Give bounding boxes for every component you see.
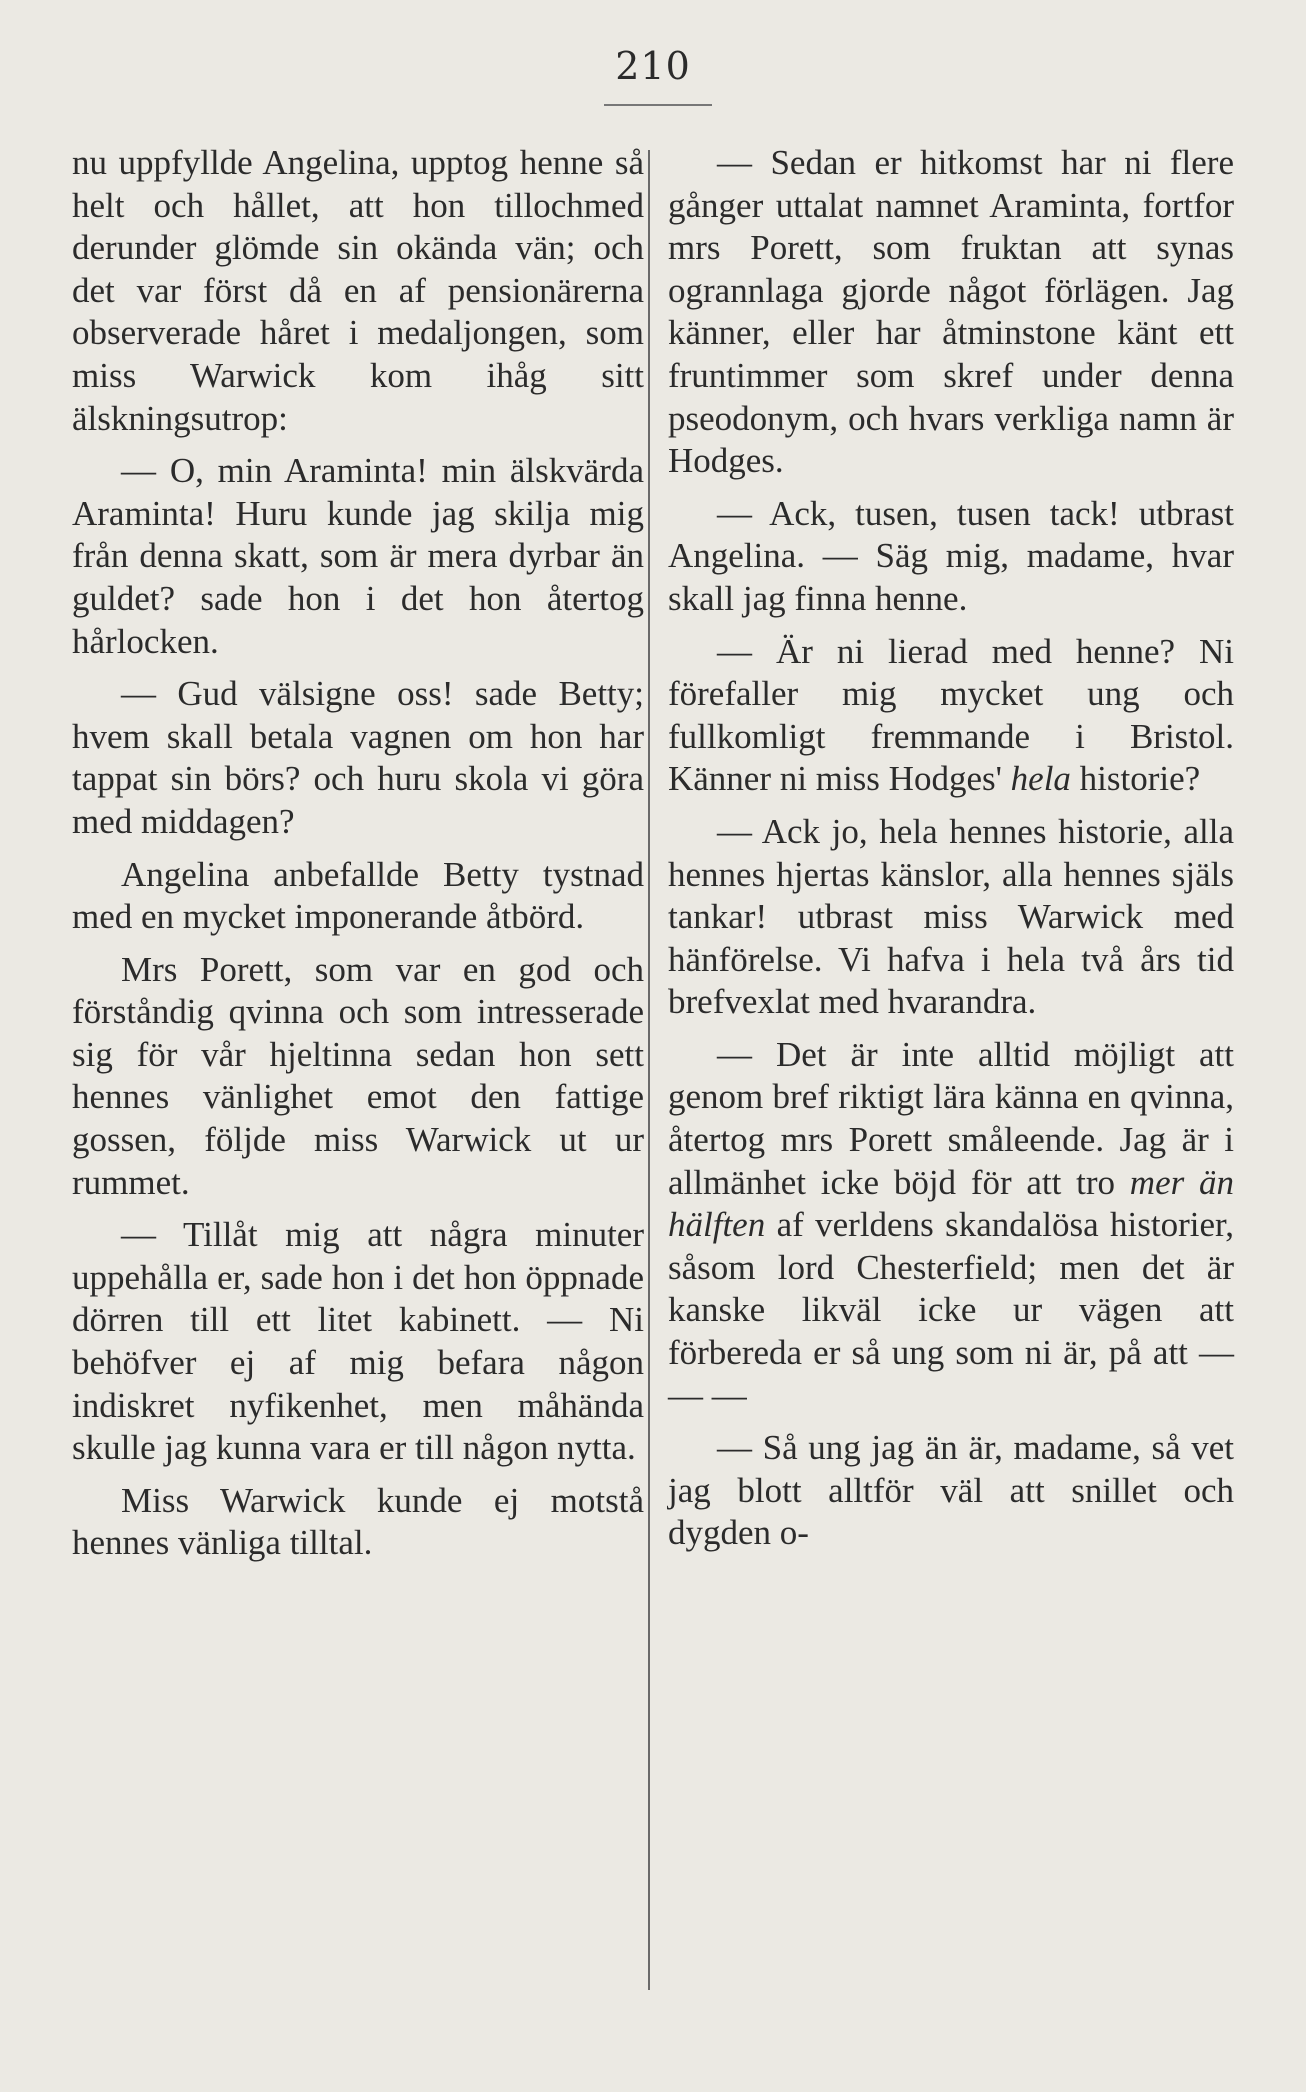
- page-number: 210: [615, 44, 691, 88]
- right-paragraph-3: [668, 631, 1234, 801]
- left-paragraph-3: — Gud välsigne oss! sade Betty; hvem skall betala vagnen om hon har tappat sin börs? och huru skola vi göra med middagen?: [72, 674, 644, 841]
- right-paragraph-5-text-a: — Det är inte alltid möjligt att genom bref riktigt lära känna en qvinna, återtog mrs Porett småleende. Jag är i allmänhet icke böjd för att tro: [668, 1034, 1234, 1202]
- right-paragraph-2: — Ack, tusen, tusen tack! utbrast Angelina. — Säg mig, madame, hvar skall jag finna henne.: [668, 493, 1234, 618]
- right-column: [668, 142, 1234, 1565]
- header-rule: [604, 104, 712, 106]
- right-paragraph-3-text-a: — Är ni lierad med henne? Ni förefaller mig mycket ung och fullkomligt fremmande i Bristol. Känner ni miss Hodges': [668, 631, 1234, 799]
- right-paragraph-3-emphasis: hela: [1010, 759, 1071, 799]
- left-column: [72, 142, 644, 1575]
- right-paragraph-6: — Så ung jag än är, madame, så vet jag blott alltför väl att snillet och dygden o-: [668, 1428, 1234, 1553]
- left-paragraph-2: — O, min Araminta! min älskvärda Araminta! Huru kunde jag skilja mig från denna skatt, som är mera dyrbar än guldet? sade hon i det hon återtog hårlocken.: [72, 451, 644, 661]
- left-paragraph-1: nu uppfyllde Angelina, upptog henne så helt och hållet, att hon tillochmed derunder glömde sin okända vän; och det var först då en af pensionärerna observerade håret i medaljongen, som miss Warwick kom ihåg sitt älskningsutrop:: [72, 143, 644, 438]
- right-paragraph-5: [668, 1034, 1234, 1417]
- right-paragraph-1: — Sedan er hitkomst har ni flere gånger uttalat namnet Araminta, fortfor mrs Porett, som fruktan att synas ogrannlaga gjorde något förlägen. Jag känner, eller har åtminstone känt ett fruntimmer som skref under denna pseodonym, och hvars verkliga namn är Hodges.: [668, 143, 1234, 481]
- left-paragraph-7: Miss Warwick kunde ej motstå hennes vänliga tilltal.: [72, 1480, 644, 1563]
- right-paragraph-4: — Ack jo, hela hennes historie, alla hennes hjertas känslor, alla hennes själs tankar! utbrast miss Warwick med hänförelse. Vi hafva i hela två års tid brefvexlat med hvarandra.: [668, 811, 1234, 1022]
- right-paragraph-5-emphasis: mer än hälften: [668, 1162, 1234, 1245]
- left-paragraph-5: Mrs Porett, som var en god och förståndig qvinna och som intresserade sig för vår hjeltinna sedan hon sett hennes vänlighet emot den fattige gossen, följde miss Warwick ut ur rummet.: [72, 949, 644, 1202]
- left-paragraph-6: — Tillåt mig att några minuter uppehålla er, sade hon i det hon öppnade dörren till ett litet kabinett. — Ni behöfver ej af mig befara någon indiskret nyfikenhet, men måhända skulle jag kunna vara er till någon nytta.: [72, 1215, 644, 1468]
- right-paragraph-5-text-b: af verldens skandalösa historier, såsom lord Chesterfield; men det är kanske likväl icke ur vägen att förbereda er så ung som ni är, på att — — —: [668, 1205, 1234, 1415]
- left-paragraph-4: Angelina anbefallde Betty tystnad med en mycket imponerande åtbörd.: [72, 854, 644, 937]
- right-paragraph-3-text-b: historie?: [1079, 759, 1201, 799]
- column-divider: [648, 150, 650, 1990]
